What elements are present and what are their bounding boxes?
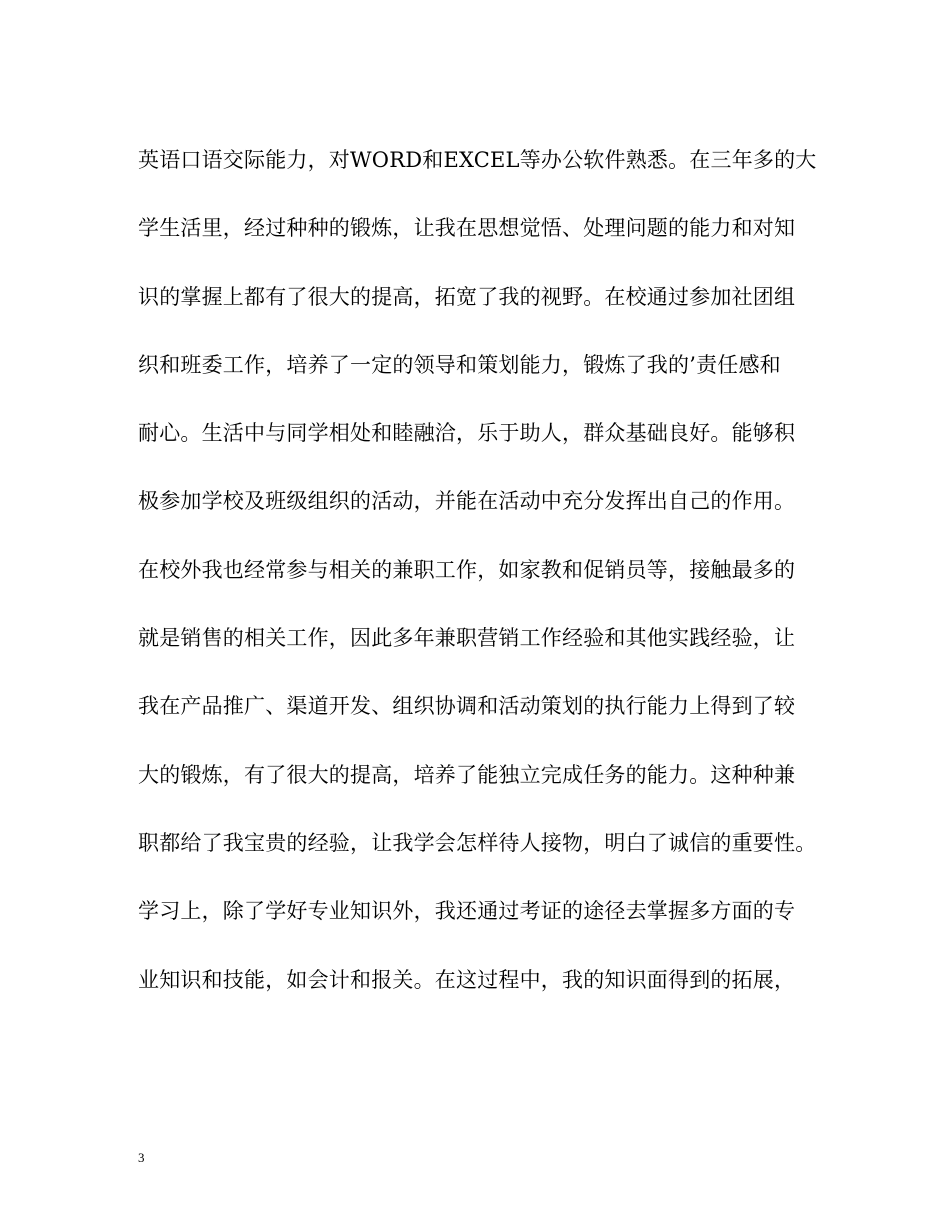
text-line: 我在产品推广、渠道开发、组织协调和活动策划的执行能力上得到了较 [138, 694, 796, 719]
page-number: 3 [138, 1150, 145, 1165]
text-line: 就是销售的相关工作，因此多年兼职营销工作经验和其他实践经验，让 [138, 626, 796, 651]
text-line: 业知识和技能，如会计和报关。在这过程中，我的知识面得到的拓展， [138, 967, 796, 992]
text-line: 英语口语交际能力，对WORD和EXCEL等办公软件熟悉。在三年多的大 [138, 148, 817, 172]
text-line: 识的掌握上都有了很大的提高，拓宽了我的视野。在校通过参加社团组 [138, 284, 796, 309]
text-line: 在校外我也经常参与相关的兼职工作，如家教和促销员等，接触最多的 [138, 557, 796, 582]
text-line: 学习上，除了学好专业知识外，我还通过考证的途径去掌握多方面的专 [138, 899, 796, 924]
text-line: 大的锻炼，有了很大的提高，培养了能独立完成任务的能力。这种种兼 [138, 762, 796, 787]
text-line: 织和班委工作，培养了一定的领导和策划能力，锻炼了我的’责任感和 [138, 352, 781, 377]
text-line: 极参加学校及班级组织的活动，并能在活动中充分发挥出自己的作用。 [138, 489, 796, 514]
body-text [138, 140, 838, 1028]
text-line: 学生活里，经过种种的锻炼，让我在思想觉悟、处理问题的能力和对知 [138, 216, 796, 241]
text-line: 职都给了我宝贵的经验，让我学会怎样待人接物，明白了诚信的重要性。 [138, 830, 817, 855]
text-line: 耐心。生活中与同学相处和睦融洽，乐于助人，群众基础良好。能够积 [138, 421, 796, 446]
